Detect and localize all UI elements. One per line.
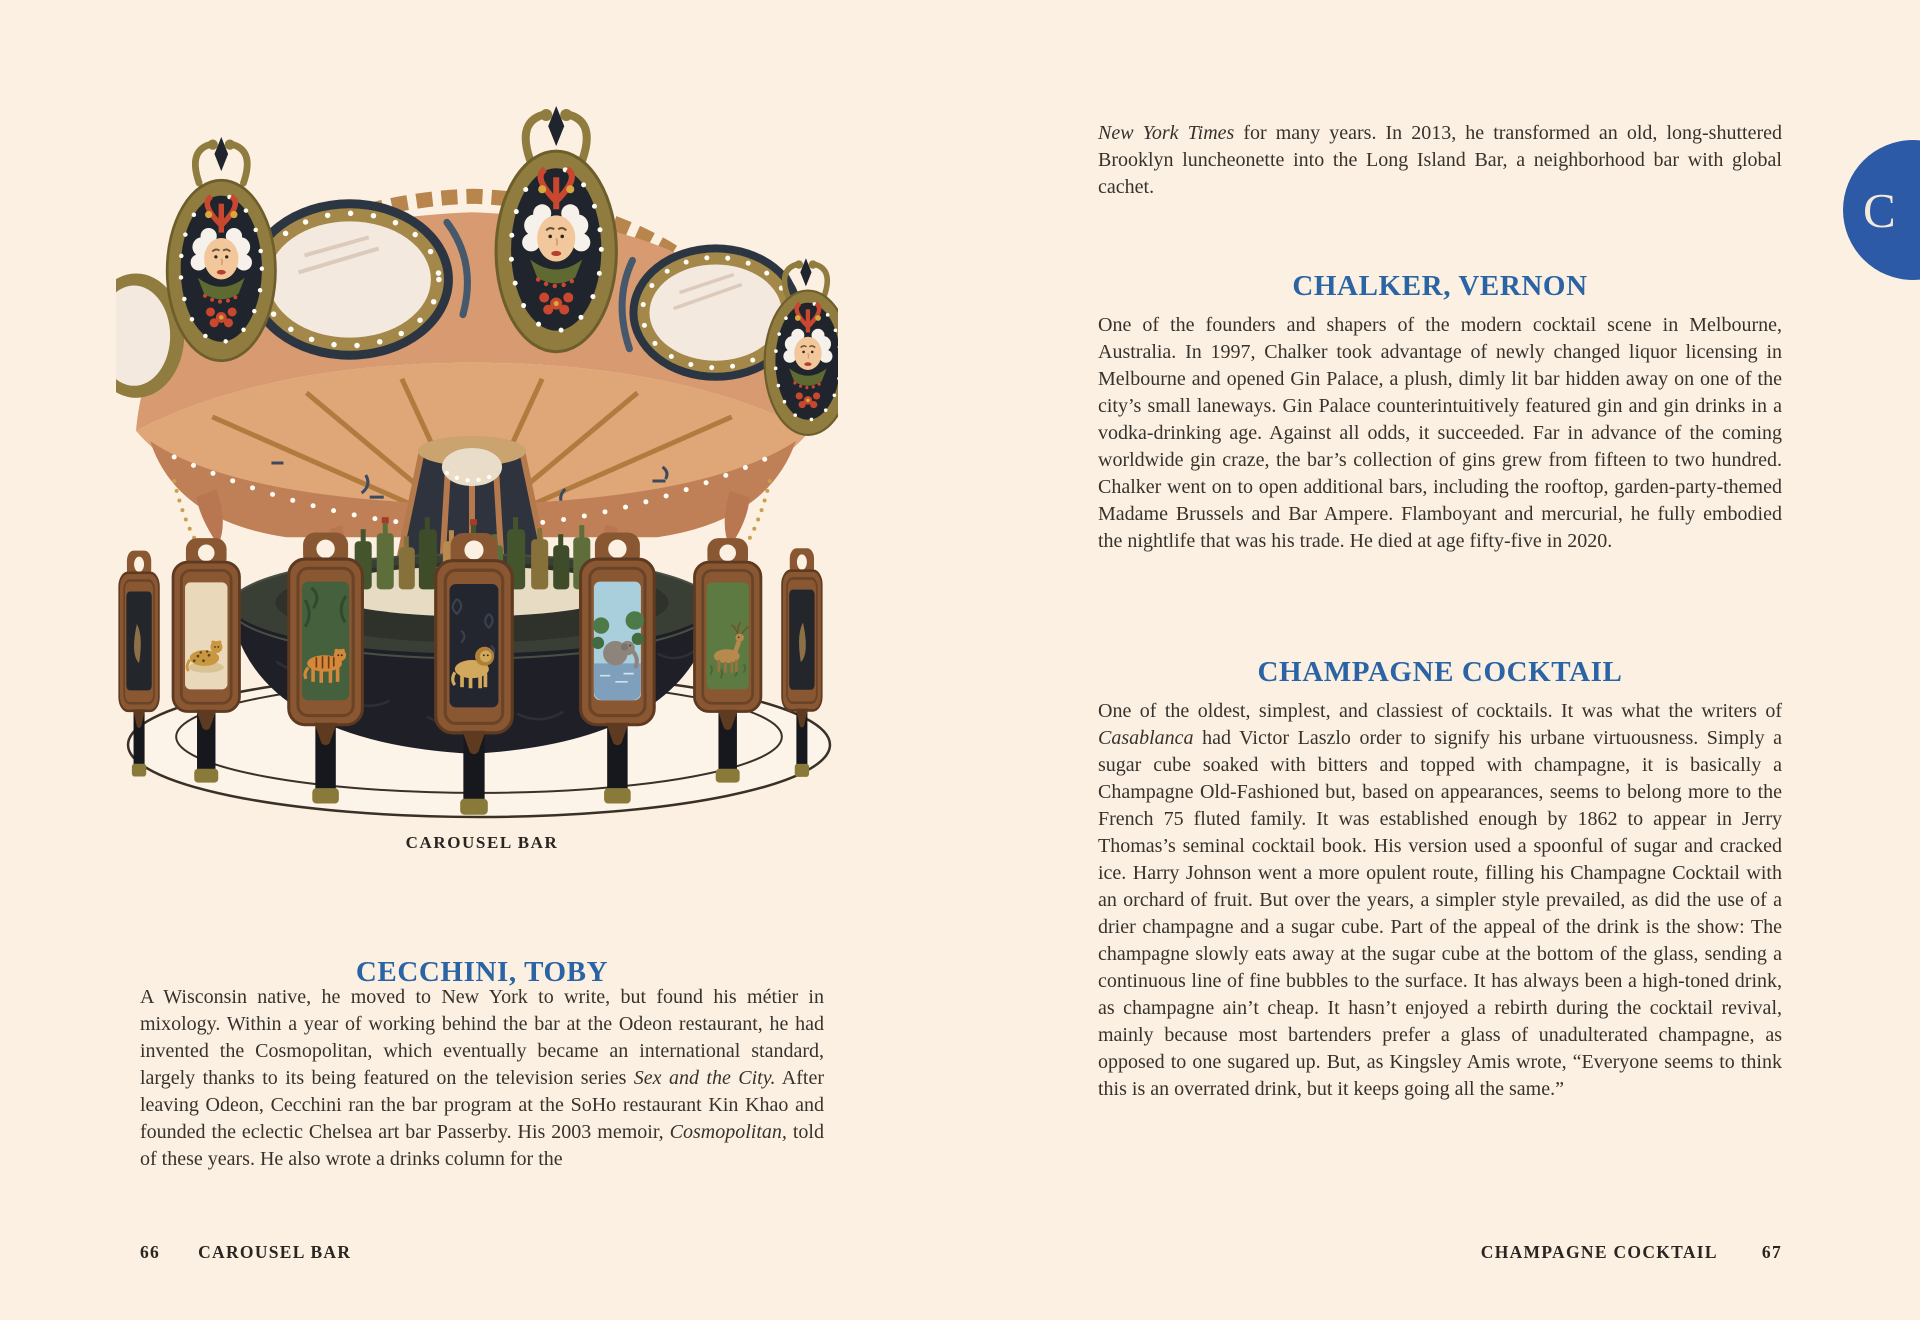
animal-panel-side — [789, 590, 814, 690]
oval-mirror-center — [246, 199, 453, 359]
entry-body-champagne-cocktail: One of the oldest, simplest, and classiest of cocktails. It was what the writers of Casablanca had Victor Laszlo order to signify his urbane virtuousness. Simply a sugar cube soaked with bitters and topped with champagne, it is basically a Champagne Old-Fashioned but, based on appearances, seems to belong more to the French 75 fluted family. It was established enough by 1862 to appear in Jerry Thomas’s seminal cocktail book. His version used a spoonful of sugar and cracked ice. Harry Johnson went a more opulent route, filling his Champagne Cocktail with an orchard of fruit. But over the years, a simpler style prevailed, as did the use of a drier champagne and a sugar cube. Part of the appeal of the drink is the show: The champagne slowly eats away at the sugar cube at the bottom of the glass, sending a continuous line of fine bubbles to the surface. It has always been a high-toned drink, as champagne ain’t cheap. It hasn’t enjoyed a rebirth during the cocktail revival, mainly because most bartenders prefer a glass of unadulterated champagne, as opposed to one sugared up. But, as Kingsley Amis wrote, “Everyone seems to think this is an overrated drink, but it keeps going all the same.” — [1098, 700, 1782, 1100]
entry-heading-champagne-cocktail: CHAMPAGNE COCKTAIL — [1257, 656, 1623, 689]
page-number-right: 67 — [1761, 1242, 1782, 1262]
animal-panel-lion — [450, 584, 499, 707]
animal-panel-leopard — [185, 582, 227, 689]
animal-panel-tiger — [302, 582, 349, 701]
page-number-left: 66 — [140, 1242, 161, 1262]
alphabet-tab-c — [1843, 140, 1920, 280]
entry-body-chalker: One of the founders and shapers of the modern cocktail scene in Melbourne, Australia. In 1997, Chalker took advantage of newly changed liquor licensing in Melbourne and opened Gin Palace, a plush, dimly lit bar hidden away on one of the city’s small laneways. Gin Palace counterintuitively featured gin and gin drinks in a vodka-drinking age. Against all odds, it succeeded. Far in advance of the coming worldwide gin craze, the bar’s collection of gins grew from fifteen to two hundred. Chalker went on to open additional bars, including the rooftop, garden-party-themed Madame Brussels and Bar Ampere. Flamboyant and mercurial, he fully embodied the nightlife that was his trade. He died at age fifty-five in 2020. — [1098, 314, 1782, 552]
alphabet-tab-letter: C — [1863, 182, 1896, 238]
carousel-bar-illustration — [116, 100, 838, 822]
footer-left — [140, 1242, 351, 1263]
column-lamp — [442, 448, 502, 486]
entry-heading-chalker: CHALKER, VERNON — [1292, 270, 1588, 303]
entry-continuation-cecchini: New York Times for many years. In 2013, he transformed an old, long-shuttered Brooklyn luncheonette into the Long Island Bar, a neighborhood bar with global cachet. — [1098, 122, 1782, 198]
entry-body-cecchini: A Wisconsin native, he moved to New York to write, but found his métier in mixology. Within a year of working behind the bar at the Odeon restaurant, he had invented the Cosmopolitan, which eventually became an international standard, largely thanks to its being featured on the television series Sex and the City. After leaving Odeon, Cecchini ran the bar program at the SoHo restaurant Kin Khao and founded the eclectic Chelsea art bar Passerby. His 2003 memoir, Cosmopolitan, told of these years. He also wrote a drinks column for the — [140, 986, 825, 1170]
animal-panel-deer — [706, 582, 748, 689]
animal-panel-elephant — [592, 582, 644, 701]
illustration-caption: CAROUSEL BAR — [405, 833, 559, 852]
jester-medallion-left — [167, 180, 275, 361]
running-head-right: CHAMPAGNE COCKTAIL — [1480, 1242, 1718, 1262]
entry-heading-cecchini: CECCHINI, TOBY — [355, 956, 609, 989]
animal-panel-side — [126, 592, 151, 691]
footer-right — [1098, 1242, 1782, 1263]
canopy-finial-left — [195, 137, 247, 183]
running-head-left: CAROUSEL BAR — [198, 1242, 352, 1262]
jester-medallion-center — [496, 151, 616, 352]
